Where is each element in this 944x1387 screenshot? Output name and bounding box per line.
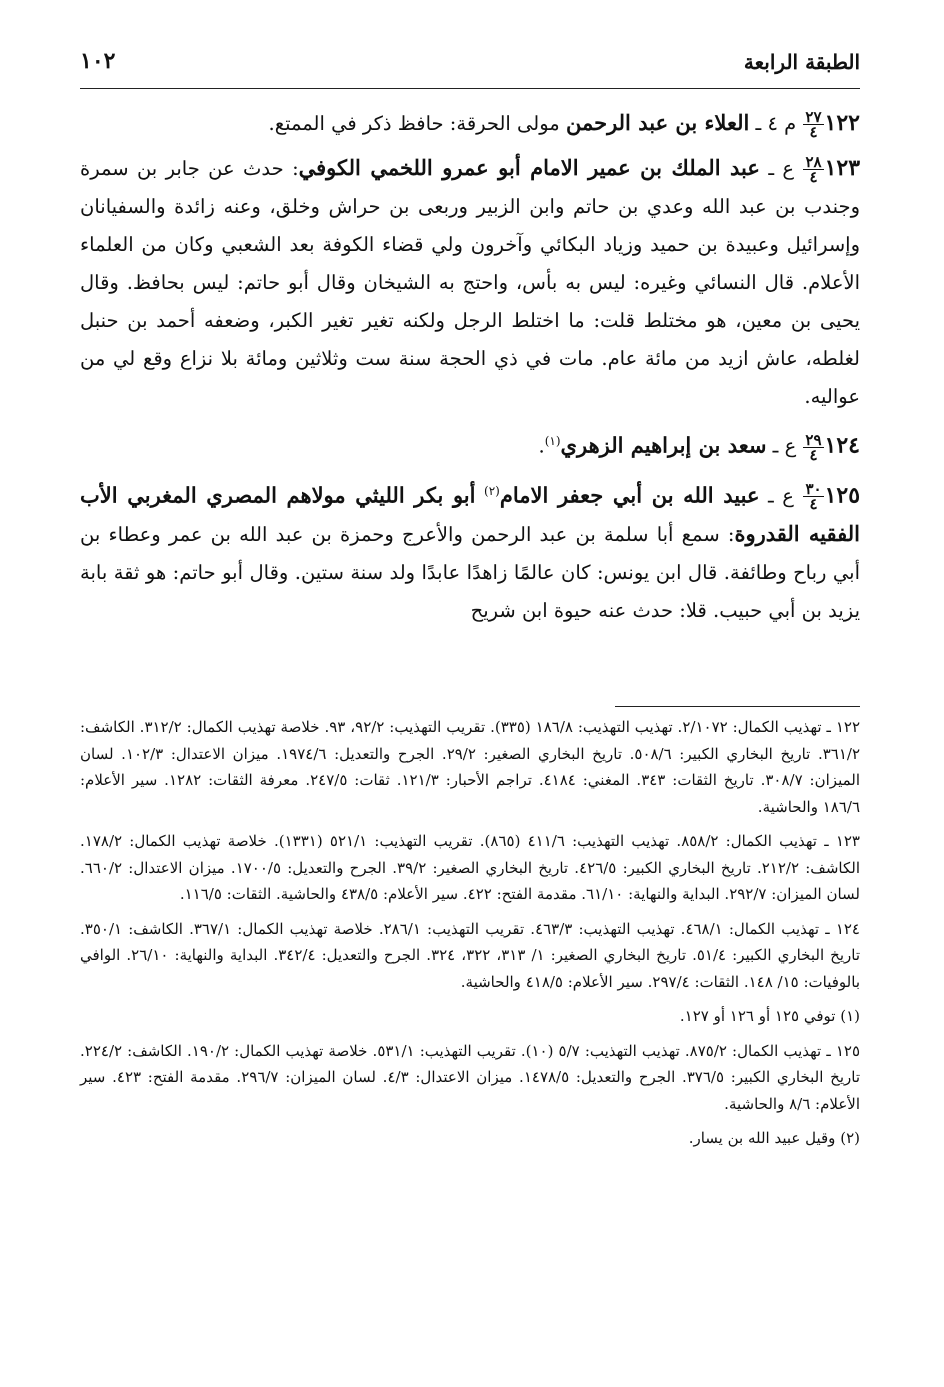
- footnote-text: وقيل عبيد الله بن يسار.: [688, 1129, 836, 1147]
- running-title: الطبقة الرابعة: [743, 50, 860, 74]
- main-text: [80, 104, 860, 636]
- header-divider: [80, 88, 860, 89]
- entry-sigla: ع ـ: [768, 484, 794, 507]
- entry-text: : حدث عن جابر بن سمرة وجندب بن عبد الله وعدي بن حاتم وابن الزبير وربعى بن حراش وخلق، وعنه زائدة والسفيانان وإسرائيل وعبيدة بن حميد وزياد البكائي وآخرون ولي قضاء الكوفة بعد الشعبي وكان من العلماء الأعلام. قال النسائي وغيره: ليس به بأس، واحتج به الشيخان وقال أبو حاتم: ليس بحافظ. وقال يحيى بن معين، هو مختلط قلت: ما اختلط الرجل ولكنه تغير تغير الكبر، وضعفه أحمد بن حنبل لغلطه، عاش ازيد من مائة عام. مات في ذي الحجة سنة ست وثلاثين ومائة بلا نزاع وقع لي من عواليه.: [80, 157, 860, 408]
- footnote-divider: [615, 706, 860, 707]
- footnote-number: ١٢٤ ـ: [825, 919, 860, 938]
- entry-122: [80, 104, 860, 143]
- entry-number: ١٢٢: [824, 110, 860, 136]
- fraction-ref: $\frac{٢٨}{٤}$: [805, 153, 822, 186]
- footnote-item: [80, 1125, 860, 1152]
- footnote-number: (١): [840, 1007, 860, 1025]
- footnote-item: [80, 1038, 860, 1118]
- footnote-number: (٢): [840, 1129, 860, 1147]
- entry-sigla: ع ـ: [772, 434, 797, 458]
- footnote-number: ١٢٣ ـ: [824, 832, 860, 850]
- footnote-ref[interactable]: (٢): [484, 483, 500, 498]
- entry-number: ١٢٥: [824, 482, 861, 508]
- footnote-item: [80, 1003, 860, 1030]
- page-header: [80, 40, 860, 74]
- entry-name: عبيد الله بن أبي جعفر الامام: [499, 482, 760, 507]
- footnote-item: [80, 916, 860, 996]
- entry-name: العلاء بن عبد الرحمن: [565, 110, 750, 135]
- fraction-ref: $\frac{٢٧}{٤}$: [805, 108, 822, 141]
- entry-text: : سمع أبا سلمة بن عبد الرحمن والأعرج وحمزة بن عبد الله بن عمر وعطاء بن أبي رباح وطائفة. قال ابن يونس: كان عالمًا زاهدًا عابدًا ولد سنة ستين. وقال أبو حاتم: هو ثقة بابة يزيد بن أبي حبيب. قلا: حدث عنه حيوة ابن شريح: [80, 523, 860, 622]
- entry-number: ١٢٤: [824, 432, 860, 459]
- entry-125: [80, 472, 860, 631]
- fraction-ref: $\frac{٣٠}{٤}$: [805, 480, 822, 513]
- footnote-text: توفي ١٢٥ أو ١٢٦ أو ١٢٧.: [679, 1007, 836, 1025]
- fraction-ref: $\frac{٢٩}{٤}$: [805, 430, 822, 464]
- entry-name-cont: أبو بكر الليثي مولاهم المصري المغربي الأب الفقيه القدروة: [80, 482, 860, 546]
- footnote-ref[interactable]: (١): [544, 434, 561, 448]
- footnote-item: [80, 828, 860, 908]
- footnote-number: ١٢٥ ـ: [826, 1041, 860, 1060]
- entry-sigla: ع ـ: [768, 157, 795, 180]
- entry-number: ١٢٣: [824, 155, 861, 181]
- footnote-text: تهذيب الكمال: ٨٧٥/٢. تهذيب التهذيب: ٥/٧ (١٠). تقريب التهذيب: ٥٣١/١. خلاصة تهذيب الكمال: ١٩٠/٢. الكاشف: ٢٢٤/٢. تاريخ البخاري الكبير: ٣٧٦/٥. الجرح والتعديل: ١٤٧٨/٥. ميزان الاعتدال: ٤/٣. لسان الميزان: ٢٩٦/٧. مقدمة الفتح: ٤٢٣. سير الأعلام: ٨/٦ والحاشية.: [80, 1041, 860, 1113]
- entry-name: عبد الملك بن عمير الامام أبو عمرو اللخمي الكوفي: [298, 155, 760, 180]
- footnote-text: تهذيب الكمال: ٤٦٨/١. تهذيب التهذيب: ٤٦٣/٣. تقريب التهذيب: ٢٨٦/١. خلاصة تهذيب الكمال: ٣٦٧/١. الكاشف: ٣٥٠/١. تاريخ البخاري الكبير: ٥١/٤. تاريخ البخاري الصغير: ١/ ٣١٣، ٣٢٢، ٣٢٤. الجرح والتعديل: ٣٤٢/٤. البداية والنهاية: ٢٦/١٠. الوافي بالوفيات: ١٥/ ١٤٨. الثقات: ٢٩٧/٤. سير الأعلام: ٤١٨/٥ والحاشية.: [80, 919, 861, 991]
- footnotes: [80, 714, 860, 1160]
- entry-sigla: م ٤ ـ: [755, 112, 797, 135]
- footnote-text: تهذيب الكمال: ٢/١٠٧٢. تهذيب التهذيب: ١٨٦/٨ (٣٣٥). تقريب التهذيب: ٩٢/٢، ٩٣. خلاصة تهذيب الكمال: ٣١٢/٢. الكاشف: ٣٦١/٢. تاريخ البخاري الكبير: ٥٠٨/٦. تاريخ البخاري الصغير: ٢٩/٢. الجرح والتعديل: ١٩٧٤/٦. ميزان الاعتدال: ١٠٢/٣. لسان الميزان: ٣٠٨/٧. تاريخ الثقات: ٣٤٣. المغني: ٤١٨٤. تراجم الأحبار: ١٢١/٣. ثقات: ٢٤٧/٥. معرفة الثقات: ١٢٨٢. سير الأعلام: ١٨٦/٦ والحاشية.: [80, 718, 860, 816]
- entry-name: سعد بن إبراهيم الزهري: [560, 432, 767, 458]
- entry-123: [80, 149, 860, 416]
- footnote-number: ١٢٢ ـ: [826, 718, 861, 736]
- page-number: ١٠٢: [80, 48, 116, 74]
- entry-124: [80, 422, 860, 466]
- entry-text: مولى الحرقة: حافظ ذكر في الممتع.: [268, 112, 560, 135]
- entry-text: .: [538, 434, 545, 458]
- footnote-text: تهذيب الكمال: ٨٥٨/٢. تهذيب التهذيب: ٤١١/٦ (٨٦٥). تقريب التهذيب: ٥٢١/١ (١٣٣١). خلاصة تهذيب الكمال: ١٧٨/٢. الكاشف: ٢١٢/٢. تاريخ البخاري الكبير: ٤٢٦/٥. تاريخ البخاري الصغير: ٣٩/٢. الجرح والتعديل: ١٧٠٠/٥. ميزان الاعتدال: ٦٦٠/٢. لسان الميزان: ٢٩٢/٧. البداية والنهاية: ٦١/١٠. مقدمة الفتح: ٤٢٢. سير الأعلام: ٤٣٨/٥ والحاشية. الثقات: ١١٦/٥.: [80, 832, 860, 903]
- footnote-item: [80, 714, 860, 820]
